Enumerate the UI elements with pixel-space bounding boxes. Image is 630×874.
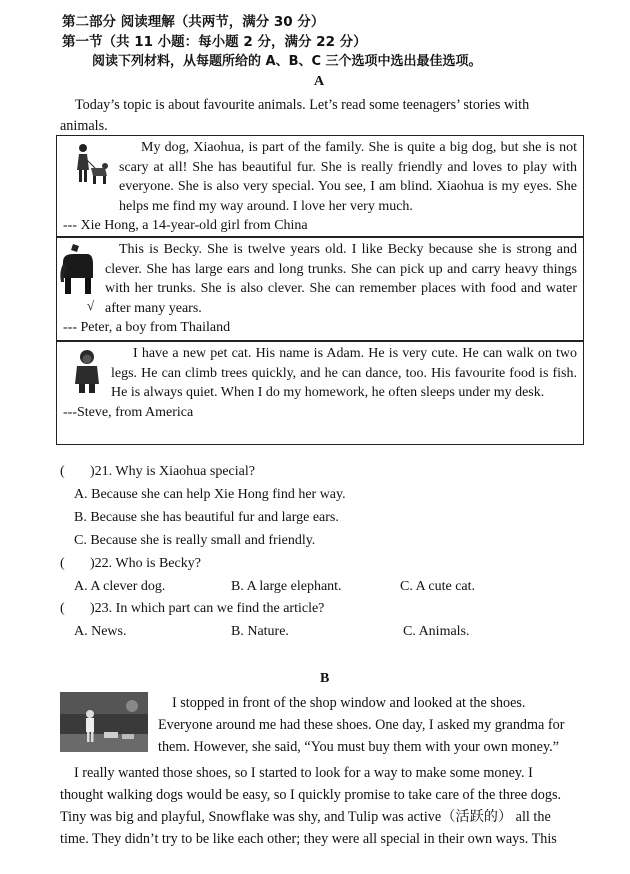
passage-b-line: I stopped in front of the shop window and looked at the shoes. — [172, 695, 526, 711]
q21-option-c: C. Because she is really small and friendly. — [74, 533, 316, 548]
q23-paren: ( — [60, 601, 65, 616]
q22-paren: ( — [60, 556, 65, 571]
girl-with-dog-icon — [71, 142, 109, 186]
instruction: 阅读下列材料，从每题所给的 A、B、C 三个选项中选出最佳选项。 — [92, 54, 482, 69]
story-signature: --- Xie Hong, a 14-year-old girl from China — [63, 218, 308, 234]
story-text: This is Becky. She is twelve years old. I like Becky because she is strong and clever. She has large ears and long trunks. She can pick up and carry heavy things with her trunks. She is also clever. She can remember places with food and water after many years. — [105, 242, 577, 316]
q22-option-a: A. A clever dog. — [74, 579, 166, 594]
story-box-dog — [56, 135, 584, 237]
story-signature: ---Steve, from America — [63, 404, 194, 420]
q23-option-b: B. Nature. — [231, 624, 289, 639]
street-photo-icon — [60, 692, 148, 752]
passage-b-letter: B — [320, 671, 330, 686]
q21-option-a: A. Because she can help Xie Hong find her way. — [74, 487, 346, 502]
story-signature: --- Peter, a boy from Thailand — [63, 320, 231, 336]
q23-stem: )23. In which part can we find the article? — [90, 601, 325, 616]
passage-b-line: them. However, she said, “You must buy them with your own money.” — [158, 739, 559, 755]
passage-b-line: time. They didn’t try to be like each other; they were all special in their own ways. This — [60, 831, 557, 847]
q23-option-c: C. Animals. — [403, 624, 470, 639]
story-text: I have a new pet cat. His name is Adam. He is very cute. He can walk on two legs. He can climb trees quickly, and he can dance, too. His favourite food is fish. He is always quiet. When I do my homework, he often sleeps under my desk. — [111, 346, 577, 401]
passage-b-line: Tiny was big and playful, Snowflake was shy, and Tulip was active（活跃的） all the — [60, 809, 551, 825]
q22-option-b: B. A large elephant. — [231, 579, 342, 594]
q23-option-a: A. News. — [74, 624, 127, 639]
part-heading: 第二部分 阅读理解（共两节，满分 30 分） — [62, 14, 325, 30]
section-heading: 第一节（共 11 小题：每小题 2 分，满分 22 分） — [62, 34, 367, 50]
q21-paren: ( — [60, 464, 65, 479]
passage-a-letter: A — [314, 74, 325, 89]
passage-b-line: I really wanted those shoes, so I started to look for a way to make some money. I — [74, 765, 533, 781]
passage-a-intro: Today’s topic is about favourite animals. Let’s read some teenagers’ stories with animals. — [60, 97, 530, 134]
passage-b-line: thought walking dogs would be easy, so I quickly promise to take care of the three dogs. — [60, 787, 562, 803]
q21-stem: )21. Why is Xiaohua special? — [90, 464, 255, 479]
q22-stem: )22. Who is Becky? — [90, 556, 201, 571]
elephant-icon — [59, 242, 95, 300]
q21-option-b: B. Because she has beautiful fur and large ears. — [74, 510, 339, 525]
story-box-cat — [56, 341, 584, 445]
passage-b-line: Everyone around me had these shoes. One day, I asked my grandma for — [158, 717, 565, 733]
story-box-elephant — [56, 237, 584, 341]
story-text: My dog, Xiaohua, is part of the family. She is quite a big dog, but she is not scary at all! She has beautiful fur. She is really friendly and loves to play with everyone. She is also very special. You see, I am blind. Xiaohua is my eyes. She helps me find my way around. I love her very much. — [119, 140, 577, 214]
margin-check-mark: √ — [87, 298, 95, 313]
q22-option-c: C. A cute cat. — [400, 579, 476, 594]
boy-icon — [71, 348, 105, 394]
